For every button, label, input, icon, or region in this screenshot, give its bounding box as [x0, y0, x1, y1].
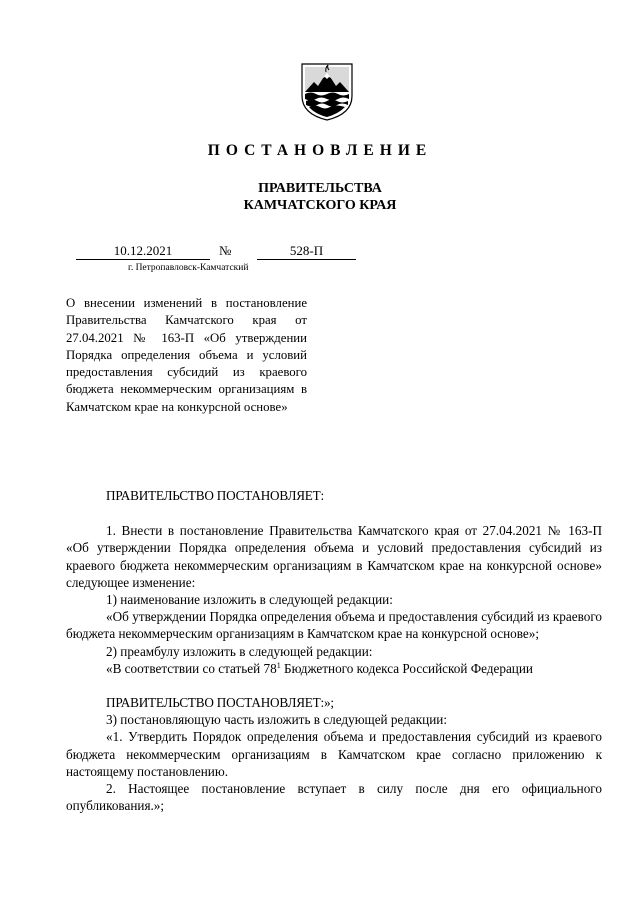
paragraph-7: 3) постановляющую часть изложить в следующей редакции: — [106, 712, 447, 728]
paragraph-6: ПРАВИТЕЛЬСТВО ПОСТАНОВЛЯЕТ:»; — [106, 695, 334, 711]
document-date: 10.12.2021 — [76, 243, 210, 260]
decree-heading: ПРАВИТЕЛЬСТВО ПОСТАНОВЛЯЕТ: — [106, 488, 324, 503]
paragraph-5 — [66, 660, 602, 677]
document-body — [66, 487, 602, 814]
paragraph-5-text: «В соответствии со статьей 78 — [106, 660, 277, 676]
paragraph-8: «1. Утвердить Порядок определения объема и предоставления субсидий из краевого бюджета некоммерческим организациям в Камчатском крае согласно приложению к настоящему постановлению. — [66, 729, 602, 779]
paragraph-2: 1) наименование изложить в следующей редакции: — [106, 592, 393, 608]
paragraph-9: 2. Настоящее постановление вступает в силу после дня его официального опубликования.»; — [66, 781, 602, 814]
paragraph-3: «Об утверждении Порядка определения объема и предоставления субсидий из краевого бюджета некоммерческим организациям в Камчатском крае на конкурсной основе»; — [66, 609, 602, 642]
issuer-line-2: КАМЧАТСКОГО КРАЯ — [243, 198, 397, 213]
document-title: ПОСТАНОВЛЕНИЕ — [207, 142, 433, 159]
issuer — [0, 180, 640, 214]
document-subject: О внесении изменений в постановление Правительства Камчатского края от 27.04.2021 № 163-П «Об утверждении Порядка определения объема и условий предоставления субсидий из краевого бюджета некоммерческим организациям в Камчатском крае на конкурсной основе» — [66, 296, 307, 414]
paragraph-4: 2) преамбулу изложить в следующей редакции: — [106, 643, 373, 659]
number-sign: № — [219, 243, 232, 258]
document-city: г. Петропавловск-Камчатский — [128, 263, 249, 273]
document-number: 528-П — [257, 243, 356, 260]
article-superscript: 1 — [276, 660, 281, 670]
issuer-line-1: ПРАВИТЕЛЬСТВА — [258, 181, 382, 196]
kamchatka-coat-of-arms-icon — [300, 62, 354, 122]
paragraph-1: 1. Внести в постановление Правительства Камчатского края от 27.04.2021 № 163-П «Об утверждении Порядка определения объема и условий предоставления субсидий из краевого бюджета некоммерческим организациям в Камчатском крае на конкурсной основе» следующее изменение: — [66, 523, 602, 590]
paragraph-5-text-end: Бюджетного кодекса Российской Федерации — [280, 660, 533, 676]
